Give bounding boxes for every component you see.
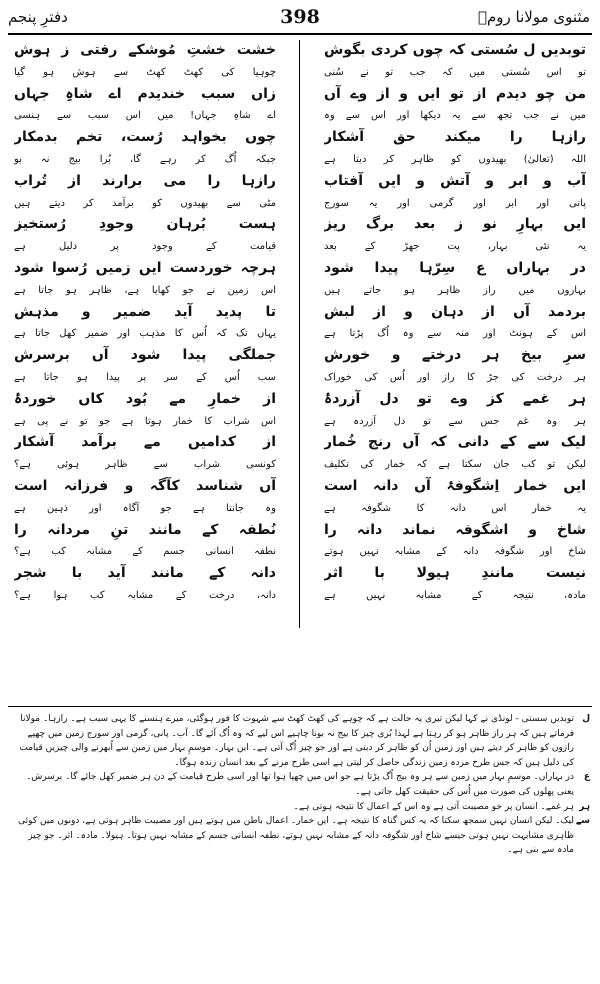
translation-line: مٹی سے بھیدوں کو برآمد کر دیتے ہیں: [14, 197, 276, 209]
translation-line: ہر درخت کی جڑ کا راز اور اُس کی خوراک: [324, 371, 586, 383]
verse-line: آب و ابر و آتش و ایں آفتاب: [324, 172, 586, 189]
header-rule: [8, 33, 592, 35]
verse-line: از خمارِ مے بُود کاں خوردۂ: [14, 390, 276, 407]
footnote-text: توبدیں سستی - لونڈی نے کہا لیکن تیری یہ حالت ہے کہ چوہے کی کھٹ کھٹ سے شہوت کا فور ہوگئی، میرے ہنسنے کا یہی سبب ہے۔ رازہا۔ مولانا فرماتے ہیں کہ ہر راز ظاہر ہو کر رہتا ہے لہذا بُری چیز کا بیج نہ بونا چاہیے اس لیے کہ وہ اُگ آئے گا۔ آب۔ پانی، گرمی اور سورج زمین میں چھپے رازوں کو ظاہر کر دیتے ہیں اور زمین اُن کو ظاہر کر دیتی ہے اور جو چیز اُگ آتی ہے۔ ایں بہار۔ موسمِ بہار میں زمین سے اُبھرنے والی چیزیں قیامت کی دلیل ہیں کہ جس طرح مردہ زمین زندگی حاصل کر لیتی ہے اسی طرح مرنے کے بعد انسان زندہ ہوگا۔: [19, 714, 574, 768]
verse-line: نُطفہ کے مانند تنِ مردانہ را: [14, 521, 276, 538]
section-heading: دفترِ پنجم: [8, 8, 68, 26]
verse-line: ایں بہارِ نو ز بعد برگ ریز: [324, 216, 586, 233]
footnote-marker: ہر: [579, 801, 590, 812]
translation-line: یہ نئی بہار، پت جھڑ کے بعد: [324, 241, 586, 253]
footnote-marker: سے: [575, 816, 590, 827]
verse-line: بردمد آں از دہان و از لبش: [324, 303, 586, 320]
translation-line: پانی اور ابر اور گرمی اور یہ سورج: [324, 197, 586, 209]
verse-line: از کدامیں مے برآمد آشکار: [14, 434, 276, 451]
verse-line: چوں بخواہد رُست، تخم بدمکار: [14, 129, 276, 146]
verse-line: ہرچہ خوردست ایں زمیں رُسوا شود: [14, 259, 276, 276]
translation-line: وہ جانتا ہے جو آگاہ اور ذہین ہے: [14, 502, 276, 514]
verse-line: من چو دیدم از تو ایں و از وے آں: [324, 85, 586, 102]
footnote: [10, 800, 590, 815]
translation-line: تو اس سُستی میں کہ جب تو نے سُنی: [324, 66, 586, 78]
verse-line: خشت خشتِ مُوشکے رفتی ز ہوش: [14, 42, 276, 58]
translation-line: نطفہ انسانی جسم کے مشابہ کب ہے؟: [14, 546, 276, 558]
footnote-rule: [8, 706, 592, 707]
translation-line: ہر وہ غم جس سے تو دل آزردہ ہے: [324, 415, 586, 427]
verse-line: رازہا را میکند حق آشکار: [324, 129, 586, 146]
verse-line: زاں سبب خندیدم اے شاہِ جہاں: [14, 85, 276, 102]
verse-line: لیک سے کے دانی کہ آں رنج خُمار: [324, 434, 586, 451]
verse-line: جملگی پیدا شود آں برسرش: [14, 347, 276, 364]
footnote-marker: ع: [583, 772, 590, 783]
page-number: 398: [280, 6, 320, 28]
verse-line: شاخ و اشگوفہ نماند دانہ را: [324, 521, 586, 538]
translation-line: اس زمین نے جو کھایا ہے، ظاہر ہو جاتا ہے: [14, 284, 276, 296]
translation-line: لیکن تو کب جان سکتا ہے کہ خمار کی تکلیف: [324, 459, 586, 471]
footnote-text: در بہاراں۔ موسمِ بہار میں زمین سے ہر وہ بیج اُگ پڑتا ہے جو اس میں چھپا ہوا تھا اور اسی طرح قیامت کے دن ہر ضمیر کھل جائے گا۔ برسرش۔ یعنی پھلوں کی صورت میں اُس کی حقیقت کھل جاتی ہے۔: [26, 772, 574, 797]
footnote: [10, 814, 590, 858]
verse-line: آں شناسد کآگہ و فرزانہ است: [14, 477, 276, 494]
translation-line: کونسی شراب سے ظاہر ہوئی ہے؟: [14, 459, 276, 471]
verse-column-left: [14, 40, 276, 607]
translation-line: قیامت کے وجود پر دلیل ہے: [14, 241, 276, 253]
column-divider: [299, 40, 300, 628]
verse-line: توبدیں ل سُستی کہ چوں کردی بگوش: [324, 42, 586, 58]
verse-line: ایں خمار اِشگوفۂ آں دانہ است: [324, 477, 586, 494]
verse-line: سرِ بیخ ہر درختے و خورش: [324, 347, 586, 364]
verse-line: دانہ کے مانند آید با شجر: [14, 565, 276, 582]
translation-line: مادہ، نتیجہ کے مشابہ نہیں ہے: [324, 589, 586, 601]
translation-line: شاخ اور شگوفہ دانہ کے مشابہ نہیں ہوتے: [324, 546, 586, 558]
footnote-marker: ل: [582, 714, 590, 724]
verse-line: نیست مانندِ ہیولا با اثر: [324, 565, 586, 582]
verse-column-right: [324, 40, 586, 607]
translation-line: اے شاہِ جہاں! میں اس سبب سے ہنسی: [14, 110, 276, 122]
translation-line: بہاروں میں راز ظاہر ہو جاتے ہیں: [324, 284, 586, 296]
translation-line: اس شراب کا خمار ہوتا ہے جو تو نے پی ہے: [14, 415, 276, 427]
translation-line: اس کے ہونٹ اور منہ سے وہ اُگ پڑتا ہے: [324, 328, 586, 340]
footnote-text: لیک۔ لیکن انسان نہیں سمجھ سکتا کہ یہ کس گناہ کا نتیجہ ہے۔ ایں خمار۔ اعمال باطن میں ہوتے ہیں اور مصیبت ظاہر ہوتی ہے، دونوں میں کوئی ظاہری مشابہت نہیں ہوتی جیسے شاخ اور شگوفہ دانہ کے مشابہ نہیں ہوتے، نطفہ انسانی جسم کے مشابہ نہیں ہوتا۔ ہیولا۔ مادہ۔ اثر۔ جو چیز مادہ سے بنی ہے۔: [18, 816, 574, 856]
verse-line: ہست بُرہان وجودِ رُستخیز: [14, 216, 276, 233]
footnotes: [10, 712, 590, 858]
verse-line: ہر غمے کز وے تو دل آزردۂ: [324, 390, 586, 407]
translation-line: اللہ (تعالیٰ) بھیدوں کو ظاہر کر دیتا ہے: [324, 153, 586, 165]
verse-line: رازہا را می برارند از تُراب: [14, 172, 276, 189]
verse-line: تا پدید آید ضمیر و مذہش: [14, 303, 276, 320]
footnote: [10, 712, 590, 770]
translation-line: یہاں تک کہ اُس کا مذہب اور ضمیر کھل جاتا ہے: [14, 328, 276, 340]
translation-line: سب اُس کے سر پر پیدا ہو جاتا ہے: [14, 371, 276, 383]
footnote: [10, 770, 590, 799]
translation-line: جبکہ اُگ کر رہے گا، بُرا بیج نہ بو: [14, 153, 276, 165]
translation-line: چوہیا کی کھٹ کھٹ سے ہوش ہو گیا: [14, 66, 276, 78]
translation-line: میں نے جب تجھ سے یہ دیکھا اور اس سے وہ: [324, 110, 586, 122]
translation-line: یہ خمار اس دانہ کا شگوفہ ہے: [324, 502, 586, 514]
footnote-text: ہر غمے۔ انسان پر جو مصیبت آتی ہے وہ اس کے اعمال کا نتیجہ ہوتی ہے۔: [293, 801, 574, 812]
translation-line: دانہ، درخت کے مشابہ کب ہوا ہے؟: [14, 589, 276, 601]
verse-line: در بہاراں ع سِرّہا پیدا شود: [324, 259, 586, 276]
book-title: مثنوی مولانا رومؒ: [478, 8, 590, 26]
